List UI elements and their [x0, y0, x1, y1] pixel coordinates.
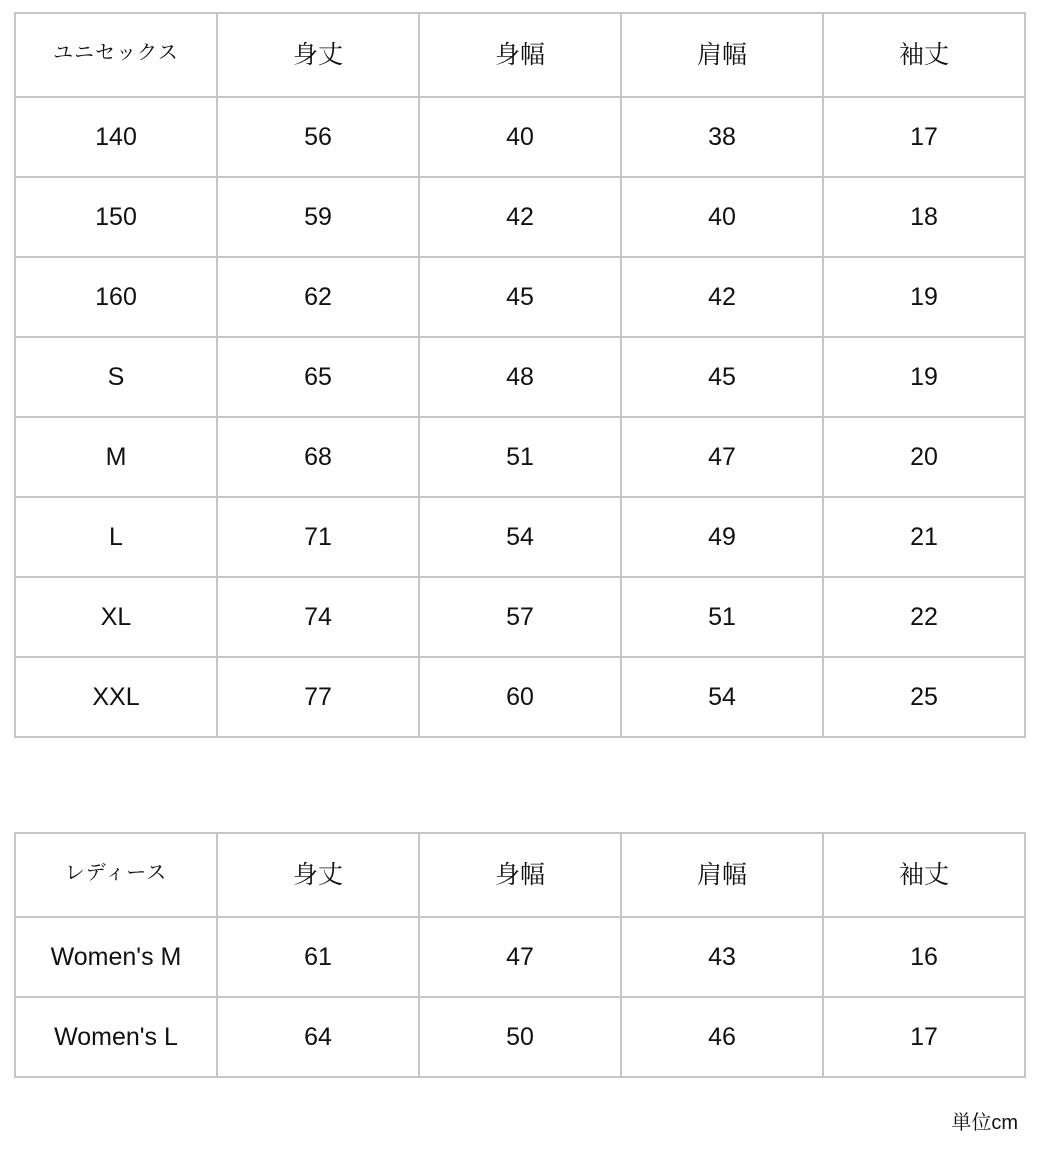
value-cell: 47: [419, 917, 621, 997]
value-cell: 17: [823, 997, 1025, 1077]
size-cell: L: [15, 497, 217, 577]
size-cell: 150: [15, 177, 217, 257]
size-cell: XXL: [15, 657, 217, 737]
value-cell: 56: [217, 97, 419, 177]
value-cell: 74: [217, 577, 419, 657]
column-header-body-length: 身丈: [217, 13, 419, 97]
value-cell: 68: [217, 417, 419, 497]
table-row: [15, 97, 1025, 177]
table-row: [15, 657, 1025, 737]
table-row: [15, 577, 1025, 657]
value-cell: 25: [823, 657, 1025, 737]
value-cell: 71: [217, 497, 419, 577]
table-header-row: [15, 13, 1025, 97]
value-cell: 61: [217, 917, 419, 997]
value-cell: 51: [621, 577, 823, 657]
value-cell: 77: [217, 657, 419, 737]
value-cell: 54: [621, 657, 823, 737]
value-cell: 19: [823, 337, 1025, 417]
unit-note: 単位cm: [951, 1112, 1018, 1134]
size-cell: Women's M: [15, 917, 217, 997]
value-cell: 46: [621, 997, 823, 1077]
value-cell: 20: [823, 417, 1025, 497]
value-cell: 21: [823, 497, 1025, 577]
value-cell: 43: [621, 917, 823, 997]
column-header-sleeve-length: 袖丈: [823, 833, 1025, 917]
size-cell: 140: [15, 97, 217, 177]
size-cell: Women's L: [15, 997, 217, 1077]
value-cell: 49: [621, 497, 823, 577]
table-row: [15, 497, 1025, 577]
value-cell: 60: [419, 657, 621, 737]
column-header-body-width: 身幅: [419, 833, 621, 917]
size-cell: 160: [15, 257, 217, 337]
value-cell: 42: [621, 257, 823, 337]
column-header-sleeve-length: 袖丈: [823, 13, 1025, 97]
value-cell: 47: [621, 417, 823, 497]
value-cell: 62: [217, 257, 419, 337]
value-cell: 48: [419, 337, 621, 417]
table-label: レディース: [15, 833, 217, 917]
value-cell: 18: [823, 177, 1025, 257]
value-cell: 19: [823, 257, 1025, 337]
column-header-shoulder-width: 肩幅: [621, 833, 823, 917]
table-row: [15, 997, 1025, 1077]
value-cell: 50: [419, 997, 621, 1077]
table-row: [15, 257, 1025, 337]
size-cell: S: [15, 337, 217, 417]
table-header-row: [15, 833, 1025, 917]
column-header-body-length: 身丈: [217, 833, 419, 917]
size-cell: M: [15, 417, 217, 497]
table-row: [15, 417, 1025, 497]
value-cell: 65: [217, 337, 419, 417]
size-cell: XL: [15, 577, 217, 657]
column-header-shoulder-width: 肩幅: [621, 13, 823, 97]
table-row: [15, 917, 1025, 997]
unisex-size-table: [14, 12, 1026, 738]
value-cell: 40: [621, 177, 823, 257]
value-cell: 45: [419, 257, 621, 337]
value-cell: 22: [823, 577, 1025, 657]
table-row: [15, 337, 1025, 417]
value-cell: 59: [217, 177, 419, 257]
value-cell: 38: [621, 97, 823, 177]
value-cell: 64: [217, 997, 419, 1077]
value-cell: 54: [419, 497, 621, 577]
value-cell: 40: [419, 97, 621, 177]
value-cell: 45: [621, 337, 823, 417]
value-cell: 51: [419, 417, 621, 497]
value-cell: 17: [823, 97, 1025, 177]
table-label: ユニセックス: [15, 13, 217, 97]
value-cell: 57: [419, 577, 621, 657]
table-row: [15, 177, 1025, 257]
column-header-body-width: 身幅: [419, 13, 621, 97]
value-cell: 42: [419, 177, 621, 257]
value-cell: 16: [823, 917, 1025, 997]
ladies-size-table: [14, 832, 1026, 1078]
